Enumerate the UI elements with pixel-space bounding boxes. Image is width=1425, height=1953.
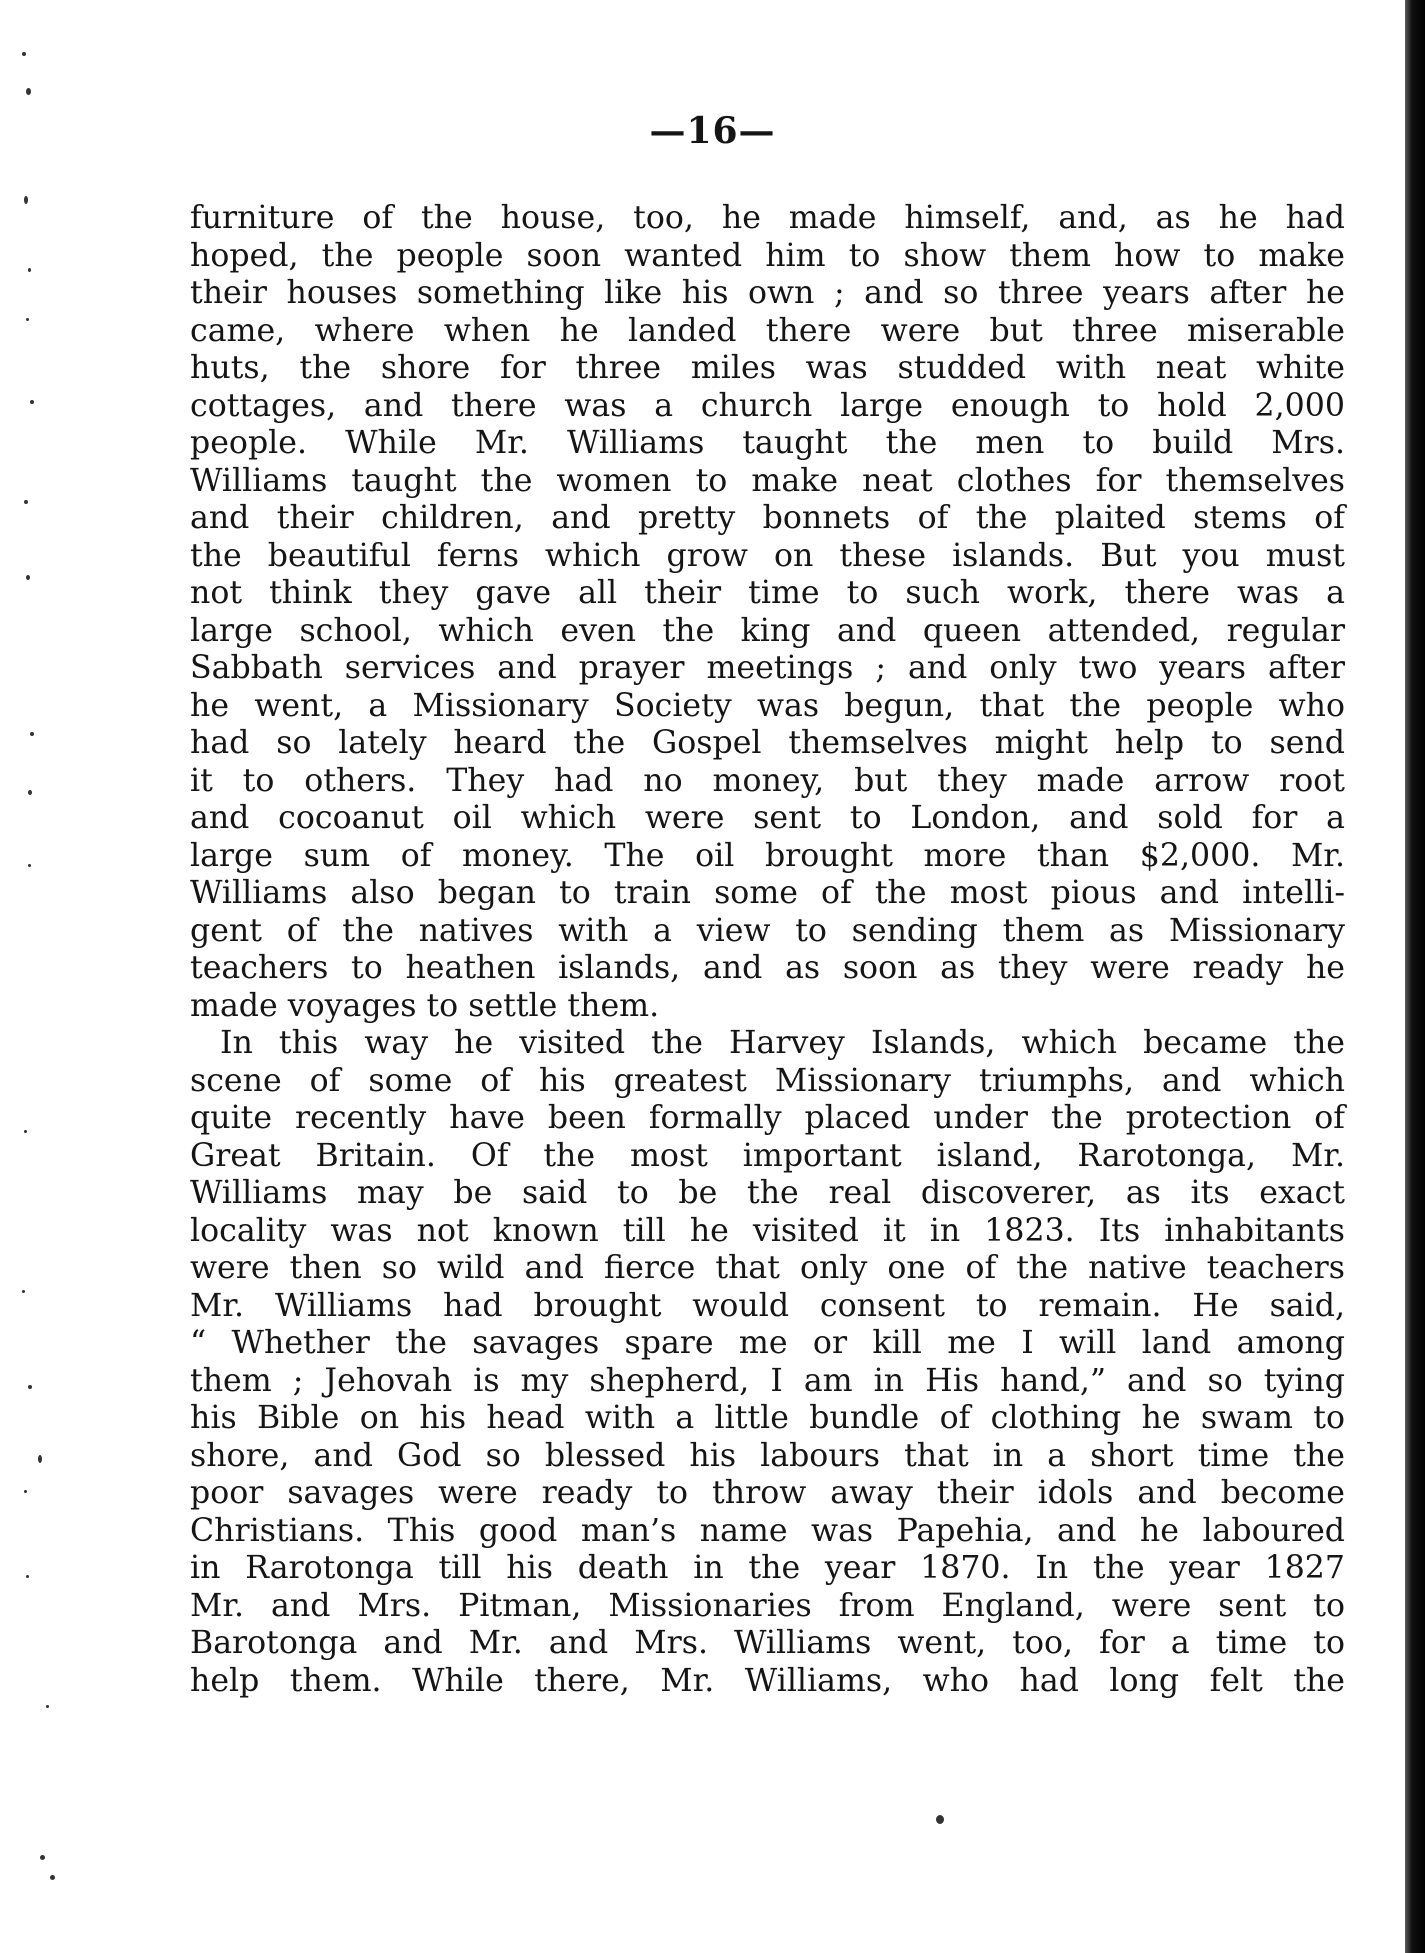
scan-speck <box>26 88 31 95</box>
scan-speck <box>22 1290 25 1293</box>
text-line: Sabbath services and prayer meetings ; and only two years after <box>190 650 1345 686</box>
text-line: came, where when he landed there were but three miserable <box>190 312 1345 349</box>
scan-speck <box>28 1385 32 1389</box>
text-line: cottages, and there was a church large enough to hold 2,000 <box>190 387 1345 424</box>
body-text <box>190 200 1345 1700</box>
text-line: Williams taught the women to make neat clothes for themselves <box>190 462 1345 499</box>
scan-speck <box>38 1455 42 1463</box>
text-line: large school, which even the king and queen attended, regular <box>190 612 1345 649</box>
text-line: Williams also began to train some of the most pious and intelli- <box>190 875 1345 911</box>
text-line: had so lately heard the Gospel themselves might help to send <box>190 725 1345 761</box>
text-line: the beautiful ferns which grow on these islands. But you must <box>190 537 1345 574</box>
text-line: scene of some of his greatest Missionary triumphs, and which <box>190 1062 1345 1099</box>
scan-speck <box>30 400 34 404</box>
text-line: and their children, and pretty bonnets of the plaited stems of <box>190 500 1345 536</box>
paragraph-2 <box>190 1025 1345 1700</box>
text-line: gent of the natives with a view to sending them as Missionary <box>190 912 1345 949</box>
text-line: hoped, the people soon wanted him to show them how to make <box>190 237 1345 274</box>
text-line: their houses something like his own ; and so three years after he <box>190 275 1345 311</box>
text-line: Barotonga and Mr. and Mrs. Williams went, too, for a time to <box>190 1625 1345 1661</box>
scan-speck <box>50 1875 55 1880</box>
text-line: Great Britain. Of the most important island, Rarotonga, Mr. <box>190 1137 1345 1174</box>
scan-speck <box>24 196 28 204</box>
scan-speck <box>22 52 26 56</box>
text-line: locality was not known till he visited it in 1823. Its inhabitants <box>190 1212 1345 1249</box>
text-line: them ; Jehovah is my shepherd, I am in His hand,” and so tying <box>190 1362 1345 1399</box>
scan-speck <box>26 318 29 321</box>
scan-speck <box>40 1855 45 1860</box>
text-line: In this way he visited the Harvey Islands, which became the <box>220 1025 1345 1061</box>
text-line: quite recently have been formally placed under the protection of <box>190 1100 1345 1136</box>
text-line: poor savages were ready to throw away their idols and become <box>190 1475 1345 1511</box>
text-line: and cocoanut oil which were sent to London, and sold for a <box>190 800 1345 836</box>
scan-speck <box>24 500 28 504</box>
text-line: “ Whether the savages spare me or kill me I will land among <box>190 1325 1345 1361</box>
scan-speck <box>28 268 31 272</box>
scan-speck <box>936 1815 944 1824</box>
text-line: in Rarotonga till his death in the year 1870. In the year 1827 <box>190 1550 1345 1586</box>
text-line: large sum of money. The oil brought more than $2,000. Mr. <box>190 837 1345 874</box>
text-line: Williams may be said to be the real discoverer, as its exact <box>190 1175 1345 1211</box>
scan-speck <box>28 790 32 795</box>
text-line: Mr. Williams had brought would consent to remain. He said, <box>190 1287 1345 1324</box>
text-line: made voyages to settle them. <box>190 987 660 1024</box>
scan-speck <box>24 1490 27 1493</box>
text-line: help them. While there, Mr. Williams, who had long felt the <box>190 1662 1345 1699</box>
text-line: he went, a Missionary Society was begun, that the people who <box>190 687 1345 724</box>
text-line: teachers to heathen islands, and as soon as they were ready he <box>190 950 1345 986</box>
page-edge-shadow <box>1405 0 1425 1953</box>
text-line: not think they gave all their time to such work, there was a <box>190 575 1345 611</box>
text-line: Mr. and Mrs. Pitman, Missionaries from England, were sent to <box>190 1587 1345 1624</box>
scan-speck <box>26 1575 29 1578</box>
text-line: people. While Mr. Williams taught the men to build Mrs. <box>190 425 1345 461</box>
text-line: Christians. This good man’s name was Papehia, and he laboured <box>190 1512 1345 1549</box>
text-line: were then so wild and fierce that only one of the native teachers <box>190 1250 1345 1286</box>
text-line: his Bible on his head with a little bundle of clothing he swam to <box>190 1400 1345 1436</box>
text-line: huts, the shore for three miles was studded with neat white <box>190 350 1345 386</box>
scan-speck <box>46 1705 49 1708</box>
paragraph-1 <box>190 200 1345 1025</box>
text-line: it to others. They had no money, but they made arrow root <box>190 762 1345 799</box>
scan-speck <box>30 732 34 736</box>
text-line: shore, and God so blessed his labours that in a short time the <box>190 1437 1345 1474</box>
scan-speck <box>24 1130 27 1133</box>
text-line: furniture of the house, too, he made himself, and, as he had <box>190 200 1345 236</box>
scan-speck <box>28 864 31 867</box>
scan-speck <box>26 575 30 580</box>
page-number: —16— <box>649 110 776 152</box>
